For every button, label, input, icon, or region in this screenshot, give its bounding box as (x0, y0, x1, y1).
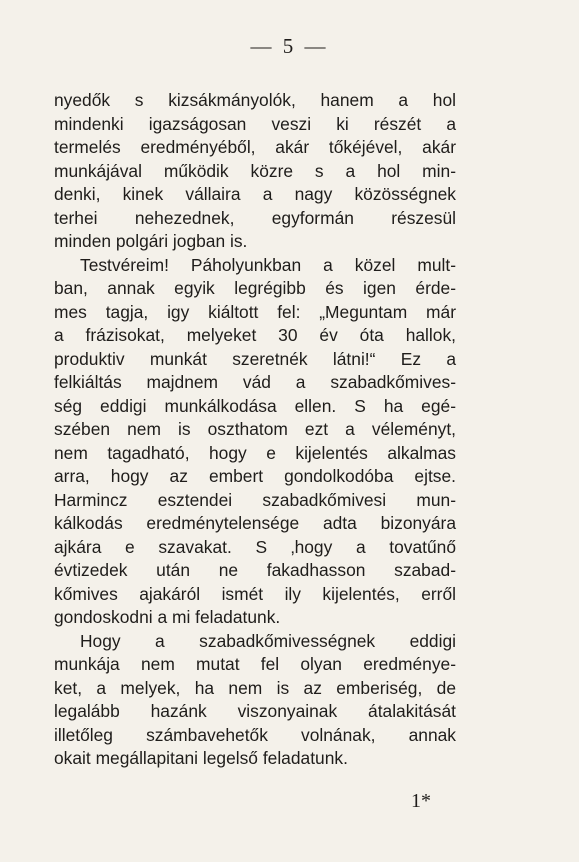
text-line: kőmives ajakáról ismét ily kijelentés, erről (54, 583, 456, 604)
printer-signature-mark: 1* (411, 790, 431, 812)
text-line: denki, kinek vállaira a nagy közösségnek (54, 184, 456, 204)
body-text (54, 89, 456, 771)
text-line: produktiv munkát szeretnék látni!“ Ez a (54, 348, 456, 369)
text-line: ajkára e szavakat. S ‚hogy a tovatűnő (54, 536, 456, 557)
text-line: ban, annak egyik legrégibb és igen érde- (54, 278, 456, 298)
text-line: Testvéreim! Páholyunkban a közel mult- (80, 254, 456, 275)
text-line: termelés eredményéből, akár tőkéjével, akár (54, 137, 456, 157)
text-line: legalább hazánk viszonyainak átalakitását (54, 701, 456, 721)
text-line: Harmincz esztendei szabadkőmivesi mun- (54, 489, 456, 510)
text-line: mes tagja, igy kiáltott fel: „Meguntam már (54, 301, 456, 322)
text-line: gondoskodni a mi feladatunk. (54, 607, 281, 627)
paragraph-3 (54, 630, 456, 771)
text-line: a frázisokat, melyeket 30 év óta hallok, (54, 325, 456, 345)
text-line: szében nem is oszthatom ezt a véleményt, (54, 419, 456, 439)
text-line: mindenki igazságosan veszi ki részét a (54, 113, 456, 134)
text-line: évtizedek után ne fakadhasson szabad- (54, 560, 456, 580)
text-line: illetőleg számbavehetők volnának, annak (54, 724, 456, 745)
text-line: okait megállapitani legelső feladatunk. (54, 748, 348, 768)
paragraph-1 (54, 89, 456, 254)
text-line: nyedők s kizsákmányolók, hanem a hol (54, 90, 456, 110)
text-line: Hogy a szabadkőmivességnek eddigi (80, 630, 456, 651)
text-line: ket, a melyek, ha nem is az emberiség, de (54, 677, 456, 698)
text-line: terhei nehezednek, egyformán részesül (54, 207, 456, 228)
text-line: felkiáltás majdnem vád a szabadkőmives- (54, 372, 456, 392)
text-line: ség eddigi munkálkodása ellen. S ha egé- (54, 395, 456, 416)
page-number: — 5 — (250, 34, 329, 58)
text-line: kálkodás eredménytelensége adta bizonyára (54, 513, 456, 533)
paragraph-2 (54, 254, 456, 630)
text-line: nem tagadható, hogy e kijelentés alkalmas (54, 442, 456, 463)
text-line: munkája nem mutat fel olyan eredménye- (54, 654, 456, 674)
text-line: munkájával működik közre s a hol min- (54, 160, 456, 181)
text-line: arra, hogy az embert gondolkodóba ejtse. (54, 466, 456, 486)
text-line: minden polgári jogban is. (54, 231, 248, 251)
